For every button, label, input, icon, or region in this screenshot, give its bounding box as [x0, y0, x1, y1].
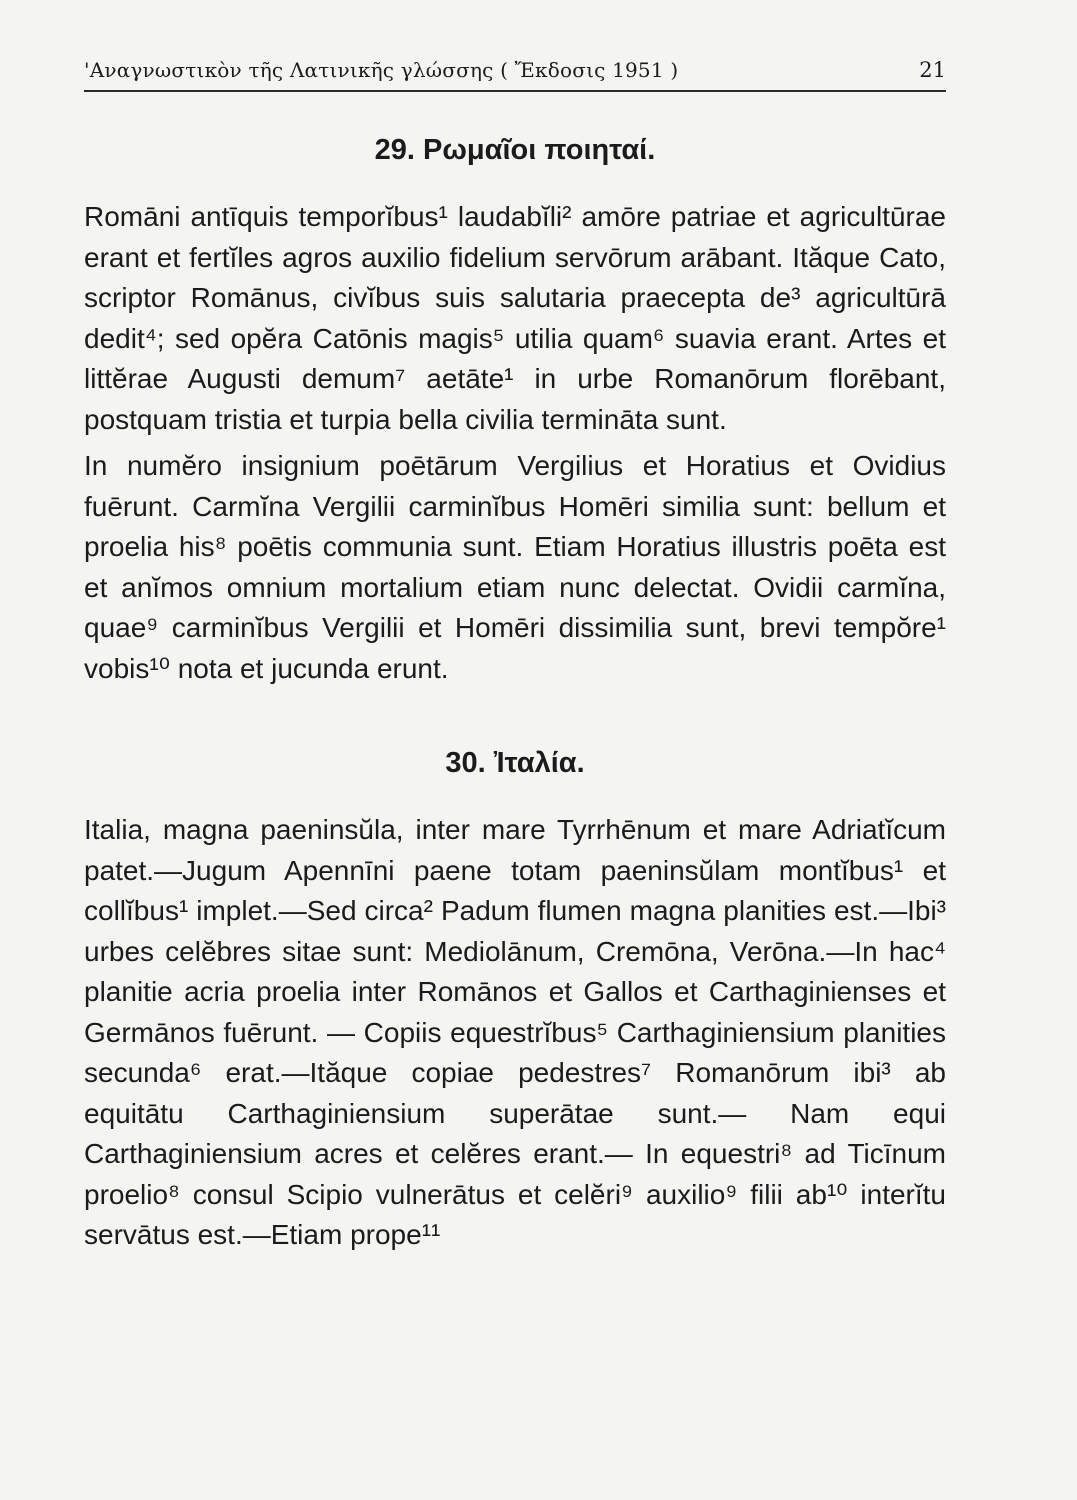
paragraph-29-1: Romāni antīquis temporĭbus¹ laudabĭli² amōre patriae et agricultūrae erant et fertĭles agros auxilio fidelium servōrum arābant. Ităque Cato, scriptor Romānus, civĭbus suis salutaria praecepta de³ agricultūrā dedit⁴; sed opĕra Catōnis magis⁵ utilia quam⁶ suavia erant. Artes et littĕrae Augusti demum⁷ aetāte¹ in urbe Romanōrum florēbant, postquam tristia et turpia bella civilia termināta sunt. [84, 201, 946, 435]
document-page [84, 46, 946, 1256]
page-number: 21 [919, 58, 946, 82]
section-title-30: 30. Ἰταλία. [445, 747, 585, 779]
section-title-29: 29. Ρωμαῖοι ποιηταί. [374, 134, 656, 166]
header-title: 'Αναγνωστικὸν τῆς Λατινικῆς γλώσσης ( Ἔκδοσις 1951 ) [84, 58, 679, 82]
paragraph-29-2: In numĕro insignium poētārum Vergilius et Horatius et Ovidius fuērunt. Carmĭna Vergilii carminĭbus Homēri similia sunt: bellum et proelia his⁸ poētis communia sunt. Etiam Horatius illustris poēta est et anĭmos omnium mortalium etiam nunc delectat. Ovidii carmĭna, quae⁹ carminĭbus Vergilii et Homēri dissimilia sunt, brevi tempŏre¹ vobis¹⁰ nota et jucunda erunt. [84, 450, 946, 684]
paragraph-30-1: Italia, magna paeninsŭla, inter mare Tyrrhēnum et mare Adriatĭcum patet.—Jugum Apennīni paene totam paeninsŭlam montĭbus¹ et collĭbus¹ implet.—Sed circa² Padum flumen magna planities est.—Ibi³ urbes celĕbres sitae sunt: Mediolānum, Cremōna, Verōna.—In hac⁴ planitie acria proelia inter Romānos et Gallos et Carthaginienses et Germānos fuērunt. — Copiis equestrĭbus⁵ Carthaginiensium planities secunda⁶ erat.—Ităque copiae pedestres⁷ Romanōrum ibi³ ab equitātu Carthaginiensium superātae sunt.— Nam equi Carthaginiensium acres et celĕres erant.— In equestri⁸ ad Ticīnum proelio⁸ consul Scipio vulnerātus et celĕri⁹ auxilio⁹ filii ab¹⁰ interĭtu servātus est.—Etiam prope¹¹ [84, 814, 946, 1250]
running-header [84, 46, 946, 92]
